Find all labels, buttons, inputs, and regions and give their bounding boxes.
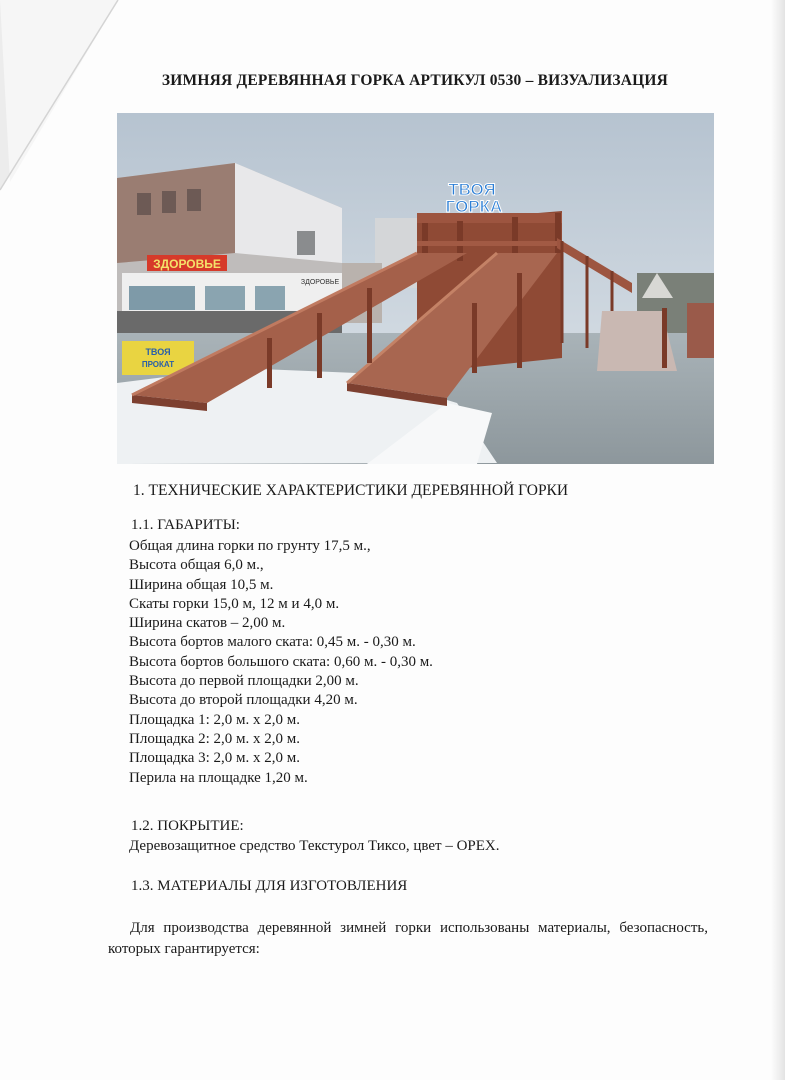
dimension-line: Ширина общая 10,5 м. bbox=[129, 576, 274, 593]
dimension-line: Высота бортов малого ската: 0,45 м. - 0,30 м. bbox=[129, 634, 416, 651]
section-1-3-title: 1.3. МАТЕРИАЛЫ ДЛЯ ИЗГОТОВЛЕНИЯ bbox=[131, 878, 408, 894]
dimension-line: Высота общая 6,0 м., bbox=[129, 557, 264, 574]
document-title: ЗИМНЯЯ ДЕРЕВЯННАЯ ГОРКА АРТИКУЛ 0530 – ВИЗУАЛИЗАЦИЯ bbox=[161, 72, 669, 89]
building-sign-small: ЗДОРОВЬЕ bbox=[300, 279, 340, 286]
dimension-line: Площадка 1: 2,0 м. х 2,0 м. bbox=[129, 711, 301, 728]
page-fold-shadow bbox=[0, 0, 120, 200]
dimension-line: Высота бортов большого ската: 0,60 м. - 0,30 м. bbox=[129, 653, 433, 670]
dimension-line: Общая длина горки по грунту 17,5 м., bbox=[129, 538, 371, 554]
page-edge-shadow bbox=[771, 0, 785, 1080]
banner-line1: ТВОЯ bbox=[145, 347, 171, 357]
materials-paragraph: Для производства деревянной зимней горки использованы материалы, безопасность, которых гарантируется: bbox=[108, 920, 708, 957]
dimension-line: Площадка 2: 2,0 м. х 2,0 м. bbox=[129, 730, 301, 747]
section-1-2-title: 1.2. ПОКРЫТИЕ: bbox=[131, 818, 244, 834]
coating-text: Деревозащитное средство Текстурол Тиксо, цвет – ОРЕХ. bbox=[129, 838, 500, 854]
slide-sign-line1: ТВОЯ bbox=[448, 180, 496, 199]
banner-line2: ПРОКАТ bbox=[141, 360, 175, 369]
section-1-1-title: 1.1. ГАБАРИТЫ: bbox=[131, 517, 240, 533]
slide-sign-line2: ГОРКА bbox=[445, 197, 503, 216]
dimension-line: Площадка 3: 2,0 м. х 2,0 м. bbox=[129, 750, 301, 767]
dimension-line: Ширина скатов – 2,00 м. bbox=[129, 615, 286, 632]
dimensions-list bbox=[129, 537, 433, 788]
dimension-line: Высота до первой площадки 2,00 м. bbox=[129, 673, 359, 690]
building-sign: ЗДОРОВЬЕ bbox=[153, 257, 221, 271]
dimension-line: Высота до второй площадки 4,20 м. bbox=[129, 692, 358, 709]
slide-photo bbox=[117, 113, 714, 464]
dimension-line: Скаты горки 15,0 м, 12 м и 4,0 м. bbox=[129, 595, 340, 612]
section-1-title: 1. ТЕХНИЧЕСКИЕ ХАРАКТЕРИСТИКИ ДЕРЕВЯННОЙ ГОРКИ bbox=[133, 482, 569, 499]
dimension-line: Перила на площадке 1,20 м. bbox=[129, 769, 308, 786]
